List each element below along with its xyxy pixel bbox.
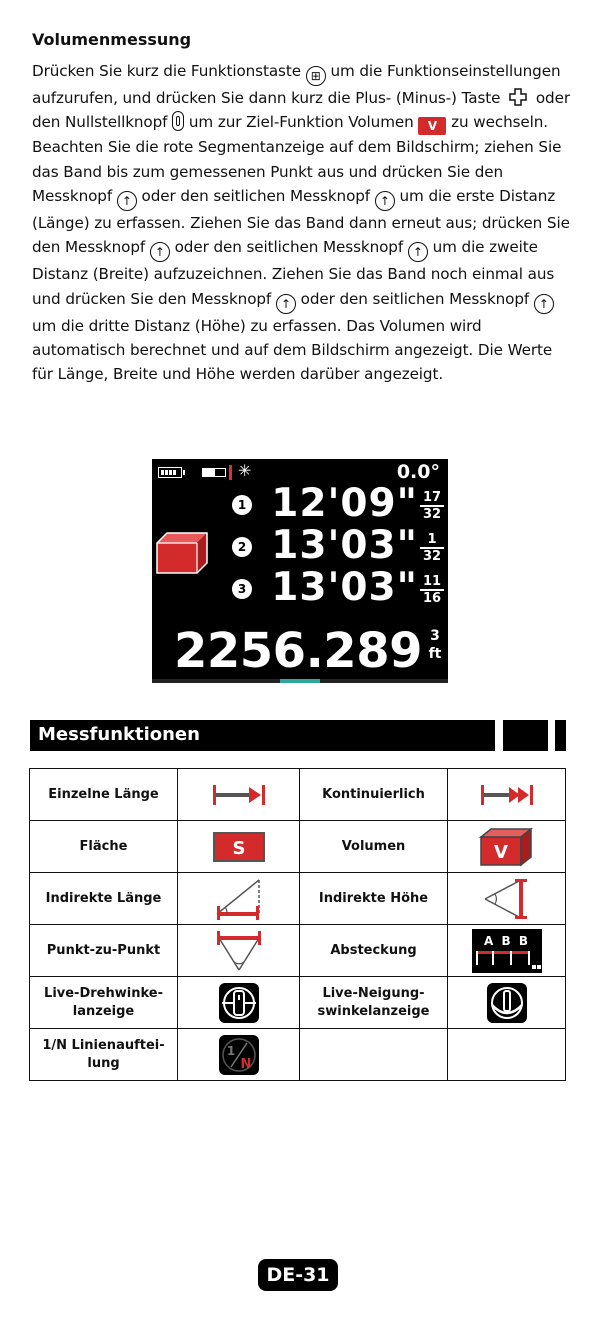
section-decor-block — [555, 720, 566, 751]
fraction-numerator: 11 — [420, 575, 444, 591]
function-label: Kontinuierlich — [300, 769, 448, 821]
battery-icon — [158, 467, 182, 478]
function-label: 1/N Linienauftei- lung — [30, 1029, 178, 1081]
arrow-up-circle-icon: ↑ — [408, 242, 428, 262]
volume-icon-label: V — [493, 841, 508, 863]
area-icon-label: S — [232, 837, 245, 859]
point-to-point-icon-cell — [178, 925, 300, 977]
volume-icon — [479, 827, 535, 867]
page-number-badge: DE-31 — [258, 1259, 338, 1291]
continuous-icon-cell — [448, 769, 566, 821]
line-division-icon-cell — [178, 1029, 300, 1081]
fraction-denominator: 16 — [422, 591, 442, 606]
volume-badge: V — [418, 117, 446, 135]
display-bottom-strip — [152, 679, 448, 683]
area-icon-cell — [178, 821, 300, 873]
table-row — [30, 925, 566, 977]
measurement-value: 13'03" — [271, 523, 418, 568]
indirect-height-icon — [481, 876, 533, 922]
table-row — [30, 769, 566, 821]
backlight-icon: ✳ — [238, 461, 252, 480]
paragraph-part: um die erste Distanz (Länge) zu erfassen. Ziehen Sie das Band dann erneut aus; drücken Sie den Messknopf — [32, 187, 570, 257]
measurement-index: 2 — [232, 537, 252, 557]
fraction-numerator: 1 — [420, 533, 444, 549]
measurement-row — [152, 523, 448, 568]
measurement-index: 1 — [232, 495, 252, 515]
stakeout-icon — [472, 929, 542, 973]
function-label: Live-Neigung- swinkelanzeige — [300, 977, 448, 1029]
volume-total: 2256.289 — [173, 623, 422, 679]
function-label: Volumen — [300, 821, 448, 873]
paragraph-part: um die Funktionseinstellungen aufzurufen, und drücken Sie dann kurz die Plus- (Minus-) Taste — [32, 62, 561, 107]
stakeout-icon-label: A B B — [483, 933, 530, 948]
laser-indicator-icon — [202, 468, 226, 477]
paragraph-part: um die dritte Distanz (Höhe) zu erfassen. Das Volumen wird automatisch berechnet und auf dem Bildschirm angezeigt. Die Werte für Länge, Breite und Höhe werden darüber angezeigt. — [32, 316, 553, 384]
paragraph-part: oder den seitlichen Messknopf — [300, 289, 530, 308]
angle-readout: 0.0° — [396, 461, 440, 483]
single-length-icon — [211, 783, 267, 807]
measurement-row — [152, 481, 448, 526]
unit-exponent: 3 — [430, 628, 440, 644]
tilt-angle-icon — [487, 983, 527, 1023]
function-label: Punkt-zu-Punkt — [30, 925, 178, 977]
section-heading: Volumenmessung — [32, 30, 192, 49]
section-title: Messfunktionen — [38, 724, 200, 745]
red-segment-indicator — [229, 465, 232, 480]
svg-text:N: N — [240, 1056, 251, 1072]
grid-icon: ⊞ — [306, 66, 326, 86]
line-division-icon — [219, 1035, 259, 1075]
fraction-denominator: 32 — [422, 507, 442, 522]
function-label: Live-Drehwinke- lanzeige — [30, 977, 178, 1029]
rotation-angle-icon — [219, 983, 259, 1023]
status-row — [156, 463, 444, 483]
volume-unit — [426, 627, 444, 663]
section-header-bar — [30, 720, 495, 751]
rotation-angle-icon-cell — [178, 977, 300, 1029]
table-row — [30, 1029, 566, 1081]
measurement-index: 3 — [232, 579, 252, 599]
measurement-fraction — [420, 575, 444, 605]
indirect-length-icon — [213, 876, 265, 922]
measurement-row — [152, 565, 448, 610]
fraction-denominator: 32 — [422, 549, 442, 564]
section-decor-block — [503, 720, 548, 751]
instruction-paragraph — [32, 59, 572, 387]
paragraph-part: oder den Nullstellknopf — [32, 89, 570, 132]
zero-icon — [172, 111, 184, 131]
function-label: Indirekte Länge — [30, 873, 178, 925]
arrow-up-circle-icon: ↑ — [150, 242, 170, 262]
paragraph-part: Drücken Sie kurz die Funktionstaste — [32, 62, 301, 80]
table-row — [30, 977, 566, 1029]
function-label: Indirekte Höhe — [300, 873, 448, 925]
device-display — [152, 459, 448, 679]
empty-cell — [448, 1029, 566, 1081]
tilt-angle-icon-cell — [448, 977, 566, 1029]
point-to-point-icon — [213, 928, 265, 974]
arrow-up-circle-icon: ↑ — [276, 294, 296, 314]
functions-table — [29, 768, 566, 1081]
function-label: Einzelne Länge — [30, 769, 178, 821]
paragraph-part: um die zweite Distanz (Breite) aufzuzeichnen. Ziehen Sie das Band noch einmal aus und drücken Sie den Messknopf — [32, 238, 555, 308]
measurement-value: 13'03" — [271, 565, 418, 610]
indirect-length-icon-cell — [178, 873, 300, 925]
measurement-value: 12'09" — [271, 481, 418, 526]
arrow-up-circle-icon: ↑ — [117, 191, 137, 211]
area-icon — [213, 832, 265, 862]
measurement-fraction — [420, 533, 444, 563]
arrow-up-circle-icon: ↑ — [375, 191, 395, 211]
unit-label: ft — [428, 646, 442, 662]
table-row — [30, 821, 566, 873]
svg-text:1: 1 — [226, 1043, 235, 1058]
fraction-numerator: 17 — [420, 491, 444, 507]
single-length-icon-cell — [178, 769, 300, 821]
arrow-up-circle-icon: ↑ — [534, 294, 554, 314]
paragraph-part: zu wechseln. Beachten Sie die rote Segmentanzeige auf dem Bildschirm; ziehen Sie das Band bis zum gemessenen Punkt aus und drücken Sie den Messknopf — [32, 113, 562, 206]
stakeout-icon-cell — [448, 925, 566, 977]
table-row — [30, 873, 566, 925]
function-label: Fläche — [30, 821, 178, 873]
function-label: Absteckung — [300, 925, 448, 977]
paragraph-part: oder den seitlichen Messknopf — [174, 238, 404, 257]
continuous-icon — [479, 783, 535, 807]
paragraph-part: oder den seitlichen Messknopf — [141, 187, 371, 206]
indirect-height-icon-cell — [448, 873, 566, 925]
empty-cell — [300, 1029, 448, 1081]
volume-icon-cell — [448, 821, 566, 873]
measurement-fraction — [420, 491, 444, 521]
plus-outline-icon — [508, 87, 528, 107]
paragraph-part: um zur Ziel-Funktion Volumen — [188, 113, 414, 132]
